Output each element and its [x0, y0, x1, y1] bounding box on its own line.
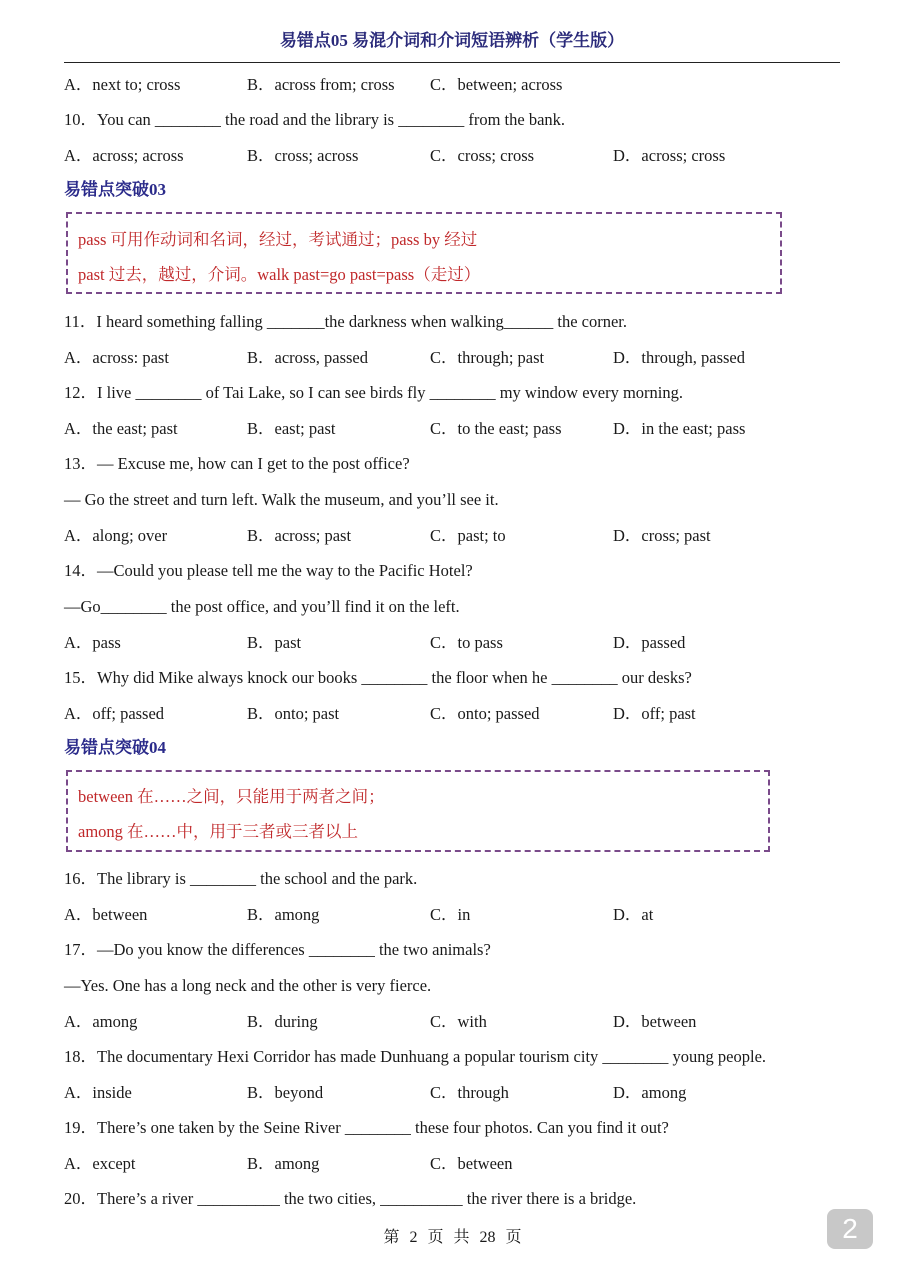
q11-options-option-d: D．through, passed — [613, 348, 745, 367]
q17-reply-text: —Yes. One has a long neck and the other is very fierce. — [64, 976, 432, 995]
q19-text: 19．There’s one taken by the Seine River ________ these four photos. Can you find it out? — [64, 1118, 669, 1137]
q19-options-option-b: B．among — [247, 1154, 320, 1173]
tip-box-04-line-2: among 在……中，用于三者或三者以上 — [78, 822, 359, 841]
q11-text: 11．I heard something falling _______the darkness when walking______ the corner. — [64, 312, 628, 331]
q15-text: 15．Why did Mike always knock our books ________ the floor when he ________ our desks? — [64, 668, 692, 687]
q12-options-option-c: C．to the east; pass — [430, 419, 562, 438]
q15-options-option-a: A．off; passed — [64, 704, 165, 723]
q16-options-option-c: C．in — [430, 905, 471, 924]
q17-options-option-c: C．with — [430, 1012, 487, 1031]
q13-options-option-b: B．across; past — [247, 526, 352, 545]
q14-options-option-a: A．pass — [64, 633, 121, 652]
q9-options-option-b: B．across from; cross — [247, 75, 395, 94]
q14-reply-text: —Go________ the post office, and you’ll find it on the left. — [64, 597, 460, 616]
q17-options-option-a: A．among — [64, 1012, 138, 1031]
q16-text: 16．The library is ________ the school and the park. — [64, 869, 418, 888]
q10-text: 10．You can ________ the road and the library is ________ from the bank. — [64, 110, 566, 129]
q16-options-option-a: A．between — [64, 905, 148, 924]
q18-options-option-a: A．inside — [64, 1083, 132, 1102]
q16-options-option-d: D．at — [613, 905, 654, 924]
q10-options-option-b: B．cross; across — [247, 146, 359, 165]
q12-options-option-b: B．east; past — [247, 419, 336, 438]
q11-options-option-b: B．across, passed — [247, 348, 368, 367]
q15-options-option-d: D．off; past — [613, 704, 696, 723]
q13-reply-text: — Go the street and turn left. Walk the museum, and you’ll see it. — [64, 490, 499, 509]
q10-options-option-d: D．across; cross — [613, 146, 726, 165]
q14-text: 14．—Could you please tell me the way to the Pacific Hotel? — [64, 561, 473, 580]
page-header — [64, 24, 840, 63]
q17-options-option-b: B．during — [247, 1012, 318, 1031]
q18-text: 18．The documentary Hexi Corridor has made Dunhuang a popular tourism city ________ young people. — [64, 1047, 767, 1066]
q12-options-option-a: A．the east; past — [64, 419, 178, 438]
q19-options-option-c: C．between — [430, 1154, 513, 1173]
q18-options-option-c: C．through — [430, 1083, 509, 1102]
q15-options-option-c: C．onto; passed — [430, 704, 540, 723]
tip-box-03 — [66, 212, 782, 294]
q9-options-option-a: A．next to; cross — [64, 75, 181, 94]
page-number-badge: 2 — [827, 1209, 873, 1249]
q13-options-option-d: D．cross; past — [613, 526, 711, 545]
q12-options-option-d: D．in the east; pass — [613, 419, 746, 438]
q10-options-option-a: A．across; across — [64, 146, 184, 165]
q16-options-option-b: B．among — [247, 905, 320, 924]
q13-options-option-c: C．past; to — [430, 526, 506, 545]
q17-options-option-d: D．between — [613, 1012, 697, 1031]
tip-box-03-line-2: past 过去，越过，介词。walk past=go past=pass（走过） — [78, 265, 481, 284]
q15-options-option-b: B．onto; past — [247, 704, 340, 723]
header-title: 易错点05 易混介词和介词短语辨析（学生版） — [279, 31, 625, 50]
q18-options-option-d: D．among — [613, 1083, 687, 1102]
q11-options-option-c: C．through; past — [430, 348, 545, 367]
tip-box-04 — [66, 770, 770, 852]
q19-options-option-a: A．except — [64, 1154, 136, 1173]
q10-options-option-c: C．cross; cross — [430, 146, 535, 165]
section-03-heading: 易错点突破03 — [64, 180, 166, 199]
section-04-heading: 易错点突破04 — [64, 738, 166, 757]
page-footer: 第 2 页 共 28 页 — [383, 1229, 522, 1246]
q9-options-option-c: C．between; across — [430, 75, 563, 94]
q18-options-option-b: B．beyond — [247, 1083, 324, 1102]
q17-text: 17．—Do you know the differences ________ the two animals? — [64, 940, 491, 959]
tip-box-03-line-1: pass 可用作动词和名词，经过，考试通过；pass by 经过 — [78, 230, 478, 249]
q13-options-option-a: A．along; over — [64, 526, 168, 545]
q11-options-option-a: A．across: past — [64, 348, 169, 367]
q20-text: 20．There’s a river __________ the two cities, __________ the river there is a bridge. — [64, 1189, 637, 1208]
q14-options-option-d: D．passed — [613, 633, 686, 652]
tip-box-04-line-1: between 在……之间，只能用于两者之间； — [78, 787, 385, 806]
q14-options-option-c: C．to pass — [430, 633, 503, 652]
q12-text: 12．I live ________ of Tai Lake, so I can see birds fly ________ my window every morning. — [64, 383, 684, 402]
q13-text: 13．— Excuse me, how can I get to the post office? — [64, 454, 410, 473]
q14-options-option-b: B．past — [247, 633, 302, 652]
